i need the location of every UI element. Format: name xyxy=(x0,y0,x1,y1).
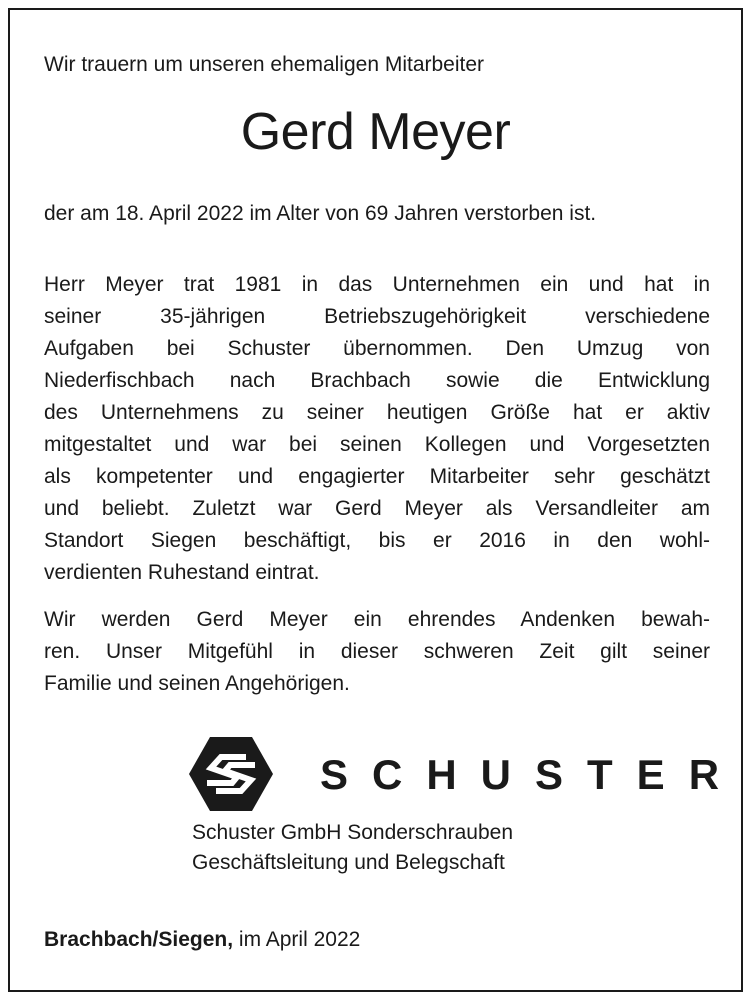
intro-text: Wir trauern um unseren ehemaligen Mitarbeiter xyxy=(44,53,485,76)
paragraph-line: Wir werden Gerd Meyer ein ehrendes Andenken bewah- xyxy=(44,608,710,631)
paragraph-line: Aufgaben bei Schuster übernommen. Den Umzug von xyxy=(44,337,710,360)
hexagon-s-icon xyxy=(188,736,274,812)
paragraph-line: mitgestaltet und war bei seinen Kollegen und Vorgesetzten xyxy=(44,433,710,456)
paragraph-line: verdienten Ruhestand eintrat. xyxy=(44,561,320,584)
paragraph-line: seiner 35-jährigen Betriebszugehörigkeit verschiedene xyxy=(44,305,710,328)
tribute-paragraph xyxy=(44,269,710,589)
place: Brachbach/Siegen, xyxy=(44,928,234,951)
paragraph-line: ren. Unser Mitgefühl in dieser schweren Zeit gilt seiner xyxy=(44,640,710,663)
paragraph-line: Herr Meyer trat 1981 in das Unternehmen ein und hat in xyxy=(44,273,710,296)
paragraph-line: Standort Siegen beschäftigt, bis er 2016 in den wohl- xyxy=(44,529,710,552)
condolence-paragraph xyxy=(44,604,710,700)
paragraph-line: des Unternehmens zu seiner heutigen Größe hat er aktiv xyxy=(44,401,710,424)
place-and-date xyxy=(44,926,360,954)
company-signatories: Geschäftsleitung und Belegschaft xyxy=(192,851,505,874)
date: im April 2022 xyxy=(238,928,361,951)
company-name: Schuster GmbH Sonderschrauben xyxy=(192,821,513,844)
company-signature xyxy=(192,818,513,878)
death-date-line: der am 18. April 2022 im Alter von 69 Jahren verstorben ist. xyxy=(44,202,597,225)
paragraph-line: als kompetenter und engagierter Mitarbeiter sehr geschätzt xyxy=(44,465,710,488)
deceased-name: Gerd Meyer xyxy=(240,103,511,161)
paragraph-line: und beliebt. Zuletzt war Gerd Meyer als Versandleiter am xyxy=(44,497,710,520)
company-logo-wordmark: SCHUSTER xyxy=(320,751,744,798)
paragraph-line: Familie und seinen Angehörigen. xyxy=(44,672,350,695)
paragraph-line: Niederfischbach nach Brachbach sowie die Entwicklung xyxy=(44,369,710,392)
